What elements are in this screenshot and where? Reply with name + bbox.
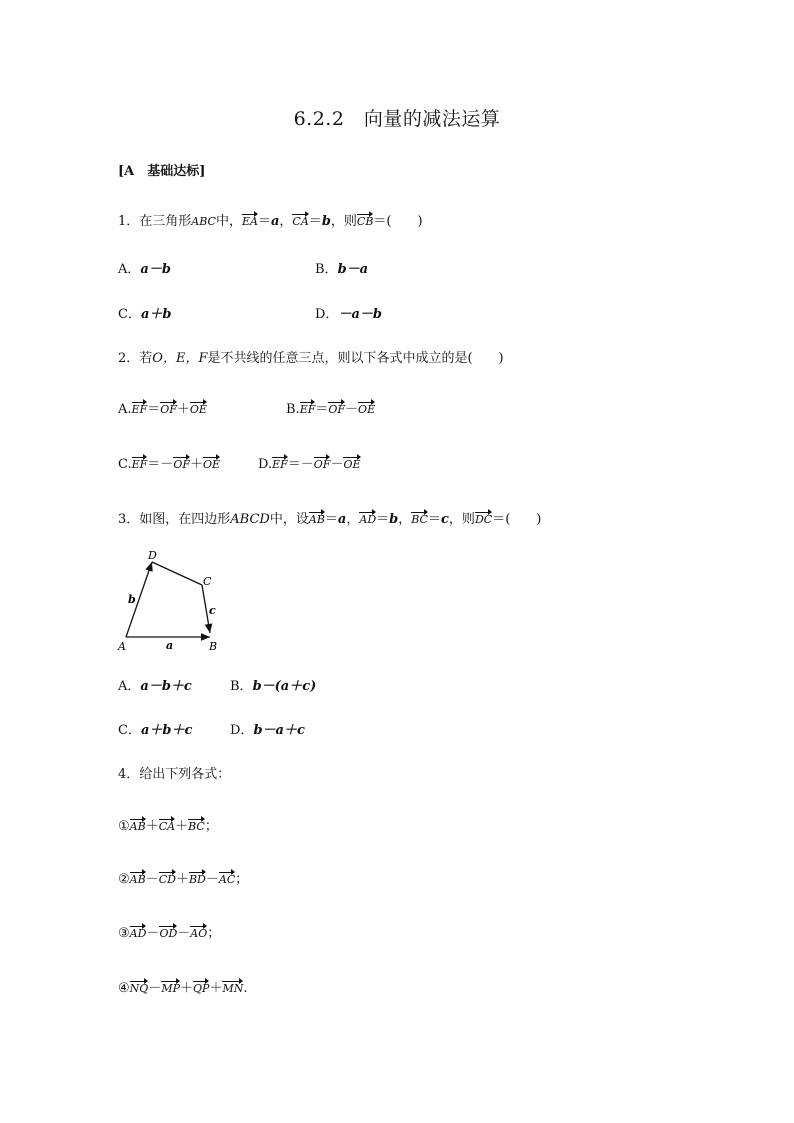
vector-qp: QP <box>193 982 210 995</box>
minus: － <box>205 872 219 887</box>
option-label: A． <box>118 679 141 694</box>
q1-blank: ＝( ) <box>373 214 423 229</box>
vector-b: b <box>389 512 399 527</box>
equals-negative: ＝－ <box>287 457 314 472</box>
equals: ＝ <box>376 512 390 527</box>
label-b: B <box>209 640 218 653</box>
edge-dc <box>152 562 202 585</box>
vector-ef: EF <box>299 403 316 416</box>
period: . <box>243 981 248 996</box>
vector-bc: BC <box>188 820 205 833</box>
equals-negative: ＝－ <box>147 457 174 472</box>
equals: ＝ <box>308 214 322 229</box>
option-label: C． <box>118 723 141 738</box>
option-label: D． <box>315 307 339 322</box>
vector-bc: BC <box>411 513 428 526</box>
vector-ef: EF <box>272 458 288 471</box>
item-marker: ③ <box>118 926 130 941</box>
option-text: a－b <box>140 262 171 277</box>
q3-option-c[interactable] <box>118 719 192 738</box>
vector-a: a <box>270 214 280 229</box>
comma: ， <box>398 512 412 527</box>
q2-text: 是不共线的任意三点，则以下各式中成立的是( ) <box>207 351 504 366</box>
vector-ab: AB <box>129 873 146 886</box>
plus: ＋ <box>175 819 189 834</box>
vector-b: b <box>321 214 331 229</box>
q2-number: 2． <box>118 351 140 366</box>
equals: ＝ <box>257 214 271 229</box>
question-3 <box>118 508 541 527</box>
question-2 <box>118 347 504 366</box>
label-vec-a: a <box>166 639 174 652</box>
vector-a: a <box>337 512 347 527</box>
vector-c: c <box>441 512 449 527</box>
q1-triangle: ABC <box>191 215 216 228</box>
q1-text: 中， <box>215 214 242 229</box>
vector-bd: BD <box>188 873 206 886</box>
q2-option-d[interactable] <box>258 453 361 472</box>
q3-number: 3． <box>118 512 140 527</box>
equals: ＝ <box>324 512 338 527</box>
vector-cd: CD <box>158 873 176 886</box>
q1-text: 在三角形 <box>139 214 192 229</box>
q1-option-c[interactable] <box>118 303 171 322</box>
plus: ＋ <box>189 457 203 472</box>
plus: ＋ <box>145 819 159 834</box>
minus: － <box>146 926 160 941</box>
question-4 <box>118 763 230 782</box>
option-label: B. <box>286 402 300 417</box>
vector-dc: DC <box>474 513 493 526</box>
plus: ＋ <box>209 981 223 996</box>
section-heading: [A 基础达标] <box>118 164 206 179</box>
vector-oe: OE <box>358 403 376 416</box>
q3-then: ，则 <box>448 512 475 527</box>
semicolon: ； <box>204 819 218 834</box>
q3-text: 如图，在四边形 <box>139 512 231 527</box>
option-label: B． <box>230 679 253 694</box>
item-marker: ④ <box>118 981 130 996</box>
vector-oe: OE <box>343 458 361 471</box>
comma: ， <box>279 214 293 229</box>
option-label: A． <box>118 262 141 277</box>
q2-text: 若 <box>139 351 153 366</box>
option-label: D． <box>230 723 254 738</box>
q4-expression-1 <box>118 815 218 834</box>
vector-of: OF <box>328 403 346 416</box>
vector-od: OD <box>159 927 178 940</box>
vector-ca: CA <box>158 820 176 833</box>
vector-ca: CA <box>292 215 309 228</box>
option-label: C. <box>118 457 132 472</box>
question-1 <box>118 210 423 229</box>
vector-ab: AB <box>129 820 146 833</box>
q3-option-b[interactable] <box>230 675 316 694</box>
option-text: b－a＋c <box>253 723 305 738</box>
q2-option-b[interactable] <box>286 398 375 417</box>
q1-option-b[interactable] <box>315 258 368 277</box>
q1-number: 1． <box>118 214 140 229</box>
vector-mp: MP <box>161 982 180 995</box>
quadrilateral-figure <box>110 545 240 655</box>
plus: ＋ <box>175 872 189 887</box>
option-text: －a－b <box>338 307 382 322</box>
semicolon: ； <box>207 926 221 941</box>
q3-quadrilateral: ABCD <box>230 512 270 527</box>
equals: ＝ <box>147 402 161 417</box>
equals: ＝ <box>315 402 329 417</box>
q4-expression-3 <box>118 922 220 941</box>
q2-option-a[interactable] <box>118 398 207 417</box>
vector-nq: NQ <box>129 982 149 995</box>
minus: － <box>345 402 359 417</box>
vector-of: OF <box>173 458 190 471</box>
equals: ＝ <box>427 512 441 527</box>
label-vec-c: c <box>209 604 216 617</box>
option-label: B． <box>315 262 338 277</box>
vector-of: OF <box>160 403 177 416</box>
q4-number: 4． <box>118 767 140 782</box>
vector-ad: AD <box>359 513 377 526</box>
option-text: b－a <box>337 262 369 277</box>
q3-text: 中，设 <box>269 512 309 527</box>
vector-ef: EF <box>131 458 148 471</box>
vector-ab: AB <box>308 513 325 526</box>
item-marker: ① <box>118 819 130 834</box>
semicolon: ； <box>235 872 249 887</box>
option-label: C． <box>118 307 141 322</box>
vector-ef: EF <box>131 403 148 416</box>
vector-oe: OE <box>189 403 207 416</box>
vector-mn: MN <box>222 982 244 995</box>
q2-points: O，E，F <box>152 351 208 366</box>
q2-option-c[interactable] <box>118 453 220 472</box>
option-text: a－b＋c <box>140 679 192 694</box>
q4-text: 给出下列各式： <box>139 767 231 782</box>
plus: ＋ <box>176 402 190 417</box>
option-label: D. <box>258 457 273 472</box>
vector-oe: OE <box>202 458 221 471</box>
label-c: C <box>203 575 212 588</box>
q3-option-d[interactable] <box>230 719 305 738</box>
minus: － <box>177 926 191 941</box>
option-text: a＋b <box>140 307 172 322</box>
option-text: b－(a＋c) <box>252 679 317 694</box>
minus: － <box>145 872 159 887</box>
q4-expression-2 <box>118 868 248 887</box>
label-d: D <box>148 549 157 562</box>
q3-blank: ＝( ) <box>492 512 542 527</box>
vector-of: OF <box>313 458 331 471</box>
comma: ， <box>346 512 360 527</box>
vector-ac: AC <box>218 873 236 886</box>
label-a: A <box>118 640 126 653</box>
label-vec-b: b <box>128 593 136 606</box>
q1-then: ，则 <box>330 214 357 229</box>
vector-cb: CB <box>356 215 374 228</box>
minus: － <box>330 457 344 472</box>
option-label: A. <box>118 402 132 417</box>
q1-option-a[interactable] <box>118 258 171 277</box>
q3-option-a[interactable] <box>118 675 192 694</box>
item-marker: ② <box>118 872 130 887</box>
vector-ea: EA <box>241 215 258 228</box>
plus: ＋ <box>180 981 194 996</box>
q4-expression-4 <box>118 977 247 996</box>
vector-ao: AO <box>190 927 208 940</box>
minus: － <box>148 981 162 996</box>
vector-ad: AD <box>129 927 147 940</box>
q1-option-d[interactable] <box>315 303 382 322</box>
page-title: 6.2.2 向量的减法运算 <box>293 108 501 130</box>
option-text: a＋b＋c <box>140 723 193 738</box>
